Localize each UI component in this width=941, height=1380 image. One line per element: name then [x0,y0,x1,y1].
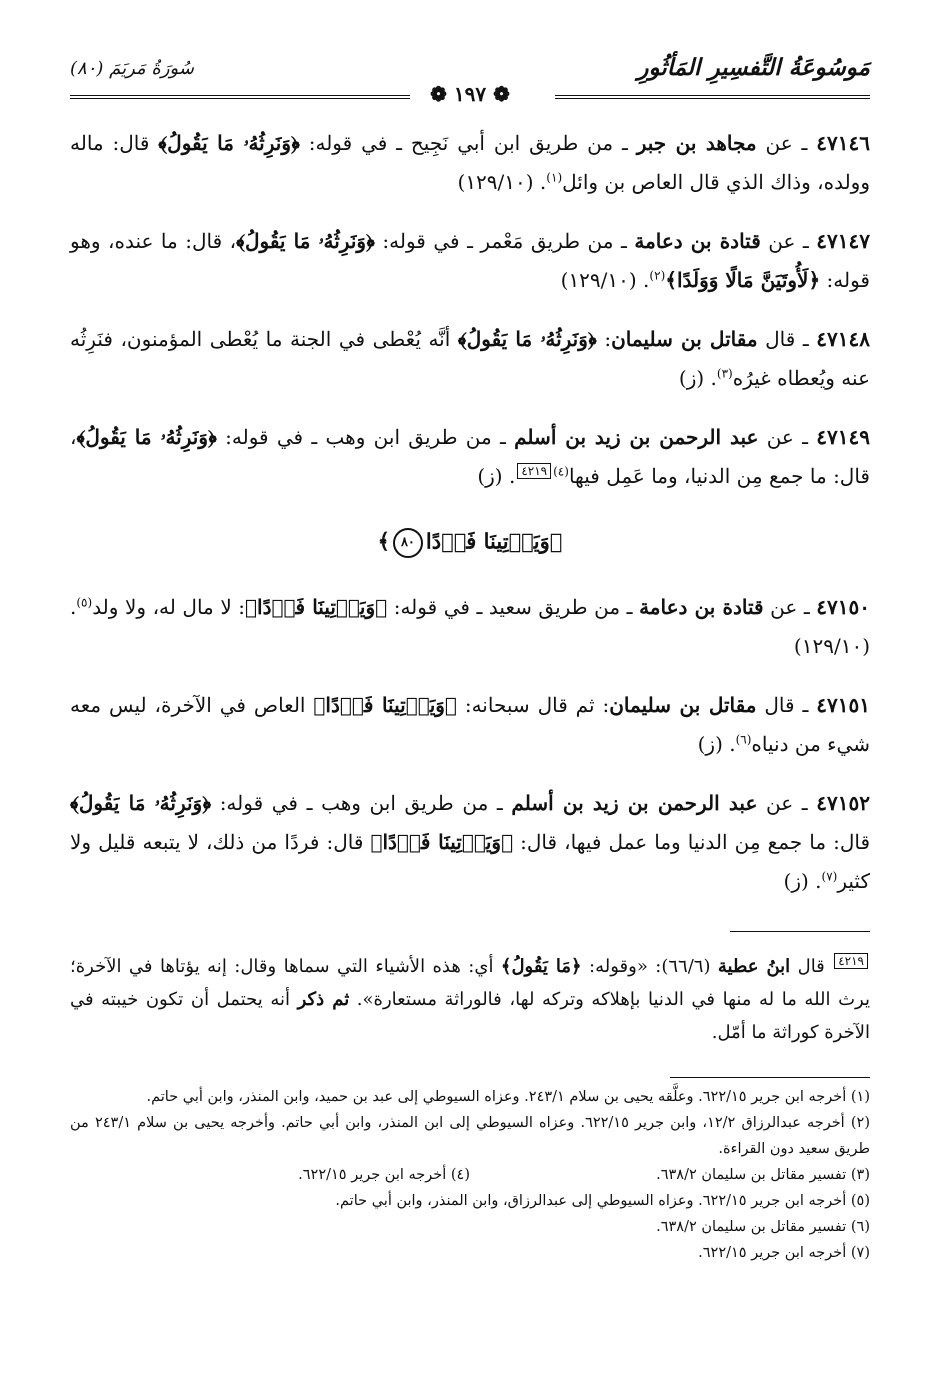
entry-text: ـ عن [760,229,817,253]
source-reference: (١٢٩/١٠) [560,268,637,292]
entry-text: : لا مال له، ولا ولد [92,595,246,619]
narration-entry [70,686,870,764]
entry-number: ٤٧١٤٩ [816,425,870,449]
quran-quote: ﴿وَيَأۡتِينَا فَرۡدًا﴾ [245,595,388,619]
source-reference: (ز) [678,366,705,390]
narrator-name: مقاتل بن سليمان [609,693,757,717]
narrator-name: عبد الرحمن بن زيد بن أسلم [514,425,759,449]
quran-quote: ﴿وَنَرِثُهُۥ مَا يَقُولُ﴾ [76,425,217,449]
entry-text: : ثم قال سبحانه: [456,693,610,717]
footnotes-separator [670,1077,870,1078]
entry-number: ٤٧١٤٦ [816,131,870,155]
commentary-text: (٦٦/٦): «وقوله: [581,956,718,977]
narrator-name: مقاتل بن سليمان [611,327,758,351]
entry-text: قال: ما جمع مِن الدنيا وما عمل فيها، قال: [513,830,871,854]
entry-text: . [808,869,822,893]
book-page [70,52,870,1266]
footnote-marker[interactable]: (١) [546,170,563,185]
narrator-name: قتادة بن دعامة [634,229,761,253]
entry-number: ٤٧١٥١ [816,693,870,717]
entry-text: . [704,366,717,390]
commentary-block [70,950,870,1049]
commentator-name: ابنُ عطية [717,956,791,977]
source-reference: (ز) [697,732,723,756]
entry-text: ـ من طريق ابن أبي نَجِيح ـ في قوله: [299,131,637,155]
footnote-marker[interactable]: (٣) [716,366,733,381]
footnote-row [70,1162,870,1188]
entry-text: ـ عن [758,425,817,449]
entry-text: : [596,327,612,351]
commentary-emphasis: ثم ذكر [297,989,350,1010]
commentary-text: قال [790,956,833,977]
entry-text: . [533,170,547,194]
entry-text: ، قال: ما عنده، وهو قوله: [70,229,870,292]
quran-quote: ﴿وَيَأۡتِينَا فَرۡدًا﴾ [370,830,514,854]
page-number: ❁ ١٩٧ ❁ [422,82,518,106]
source-reference: (ز) [477,464,503,488]
narration-entry [70,320,870,398]
entry-text: قال: فردًا من ذلك، لا يتبعه قليل ولا كثير [70,830,870,893]
surah-label: سُورَةُ مَريَمَ (٨٠) [70,58,194,79]
entry-text: . [636,268,650,292]
entry-text: ـ من طريق مَعْمر ـ في قوله: [374,229,635,253]
narration-entry [70,418,870,496]
footnote-2: (٢) أخرجه عبدالرزاق ١٢/٢، وابن جرير ٦٢٢/١٥. وعزاه السيوطي إلى ابن المنذر، وابن أبي حاتم. وأخرجه يحيى بن سلام ٢٤٣/١ من طريق سعيد دون القراءة. [70,1115,870,1157]
entry-text: أنَّه يُعْطى في الجنة ما يُعْطى المؤمنون، فنَرِثُه عنه ويُعطاه غيرُه [70,327,870,390]
narration-entry [70,222,870,300]
source-reference: (ز) [783,869,809,893]
entry-text: ـ قال [756,693,817,717]
commentary-link-box[interactable]: ٤٢١٩ [517,463,551,479]
entry-text: العاص في الآخرة، ليس معه شيء من دنياه [70,693,870,756]
commentary-separator [730,931,870,932]
entry-text: ـ عن [763,595,817,619]
quran-quote: ﴿وَنَرِثُهُۥ مَا يَقُولُ﴾ [70,791,212,815]
quran-quote: ﴿وَنَرِثُهُۥ مَا يَقُولُ﴾ [158,131,300,155]
entry-number: ٤٧١٤٧ [816,229,870,253]
narration-entry [70,588,870,666]
quran-quote: ﴿وَنَرِثُهُۥ مَا يَقُولُ﴾ [236,229,375,253]
entry-text: قال: ماله وولده، وذاك الذي قال العاص بن وائل [70,131,870,194]
footnote-marker[interactable]: (٢) [649,268,666,283]
footnote-7: (٧) أخرجه ابن جرير ٦٢٢/١٥. [698,1245,870,1261]
quran-quote: ﴿وَيَأۡتِينَا فَرۡدًا﴾ [313,693,457,717]
commentary-text: أي: هذه الأشياء التي سماها وقال: إنه يؤتاها في الآخرة؛ يرث الله ما له منها في الدنيا بإهلاكه وتركه لها، فالوراثة مستعارة». [70,956,870,1010]
narration-entry [70,124,870,202]
series-title: مَوسُوعَةُ التَّفسِيرِ المَأثُورِ [637,54,870,81]
ayah-close-bracket: ﴾ [377,528,390,554]
entry-text: ـ عن [756,131,817,155]
source-reference: (١٢٩/١٠) [457,170,534,194]
footnote-marker[interactable]: (٧) [821,869,838,884]
quran-quote: ﴿لَأُوتَيَنَّ مَالًا وَوَلَدًا﴾ [665,268,821,292]
entry-text: ـ قال [757,327,817,351]
footnote-5: (٥) أخرجه ابن جرير ٦٢٢/١٥. وعزاه السيوطي إلى عبدالرزاق، وابن المنذر، وابن أبي حاتم. [335,1193,870,1209]
entry-text: ، قال: ما جمع مِن الدنيا، وما عَمِل فيها [70,425,870,488]
entry-number: ٤٧١٥٢ [816,791,870,815]
entry-text: ـ عن [757,791,817,815]
header-rule-left [70,95,410,99]
entry-text: . [70,595,77,619]
narration-entry [70,784,870,901]
footnote-6: (٦) تفسير مقاتل بن سليمان ٦٣٨/٢. [656,1219,870,1235]
footnote-marker[interactable]: (٤) [553,464,569,479]
footnotes-section [70,1084,870,1266]
entry-text: . [722,732,736,756]
ayah-number-ornament: ٨٠ [393,528,423,558]
narrator-name: مجاهد بن جبر [636,131,757,155]
source-reference: (١٢٩/١٠) [793,634,870,658]
ayah-heading [70,528,870,558]
narrator-name: عبد الرحمن بن زيد بن أسلم [511,791,758,815]
entry-number: ٤٧١٥٠ [816,595,870,619]
quran-quote: ﴿وَنَرِثُهُۥ مَا يَقُولُ﴾ [457,327,597,351]
header-rule-right [555,95,870,99]
entry-number: ٤٧١٤٨ [816,327,870,351]
footnote-marker[interactable]: (٦) [735,732,752,747]
narrator-name: قتادة بن دعامة [639,595,764,619]
page-header [70,52,870,104]
footnote-marker[interactable]: (٥) [76,595,93,610]
entry-text: ـ من طريق ابن وهب ـ في قوله: [211,791,512,815]
footnote-4: (٤) أخرجه ابن جرير ٦٢٢/١٥. [298,1167,470,1183]
quran-quote: ﴿مَا يَقُولُ﴾ [500,956,582,977]
commentary-text: أنه يحتمل أن تكون خيبته في الآخرة كوراثة ما أمّل. [70,989,870,1043]
ayah-text: ﴿وَيَأۡتِينَا فَرۡدًا [425,528,563,554]
entry-text: ـ من طريق ابن وهب ـ في قوله: [216,425,515,449]
footnote-3: (٣) تفسير مقاتل بن سليمان ٦٣٨/٢. [656,1167,870,1183]
entry-text: ـ من طريق سعيد ـ في قوله: [387,595,640,619]
commentary-number-box[interactable]: ٤٢١٩ [834,953,868,969]
footnote-1: (١) أخرجه ابن جرير ٦٢٢/١٥. وعلَّقه يحيى بن سلام ٢٤٣/١. وعزاه السيوطي إلى عبد بن حميد، وابن المنذر، وابن أبي حاتم. [146,1089,870,1105]
entry-text: . [502,464,516,488]
